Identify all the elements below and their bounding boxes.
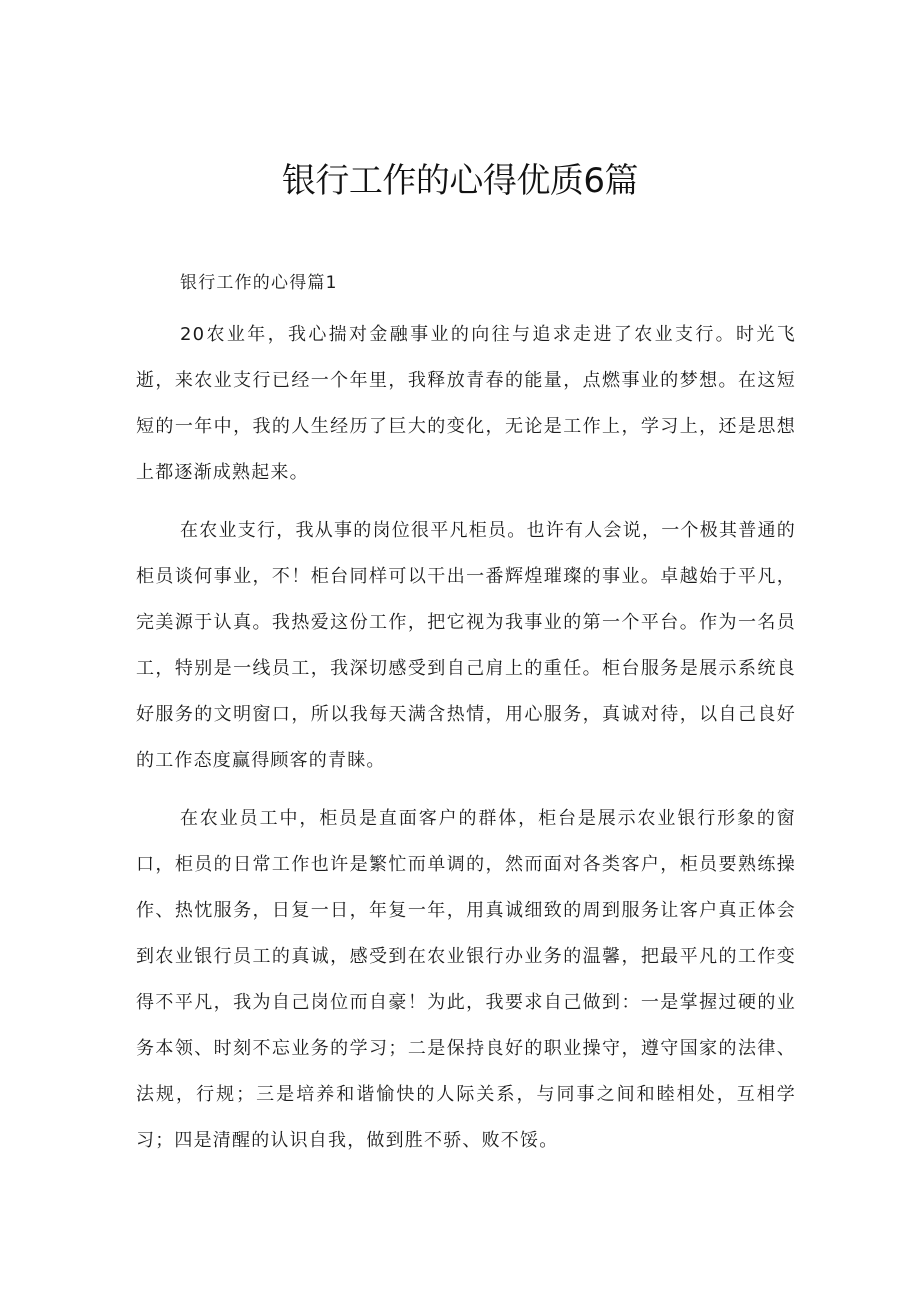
paragraph-2: 在农业支行，我从事的岗位很平凡柜员。也许有人会说，一个极其普通的柜员谈何事业，不！柜台同样可以干出一番辉煌璀璨的事业。卓越始于平凡，完美源于认真。我热爱这份工作，把它视为我事业的第一个平台。作为一名员工，特别是一线员工，我深切感受到自己肩上的重任。柜台服务是展示系统良好服务的文明窗口，所以我每天满含热情，用心服务，真诚对待，以自己良好的工作态度赢得顾客的青睐。	[136, 520, 796, 771]
section-heading: 银行工作的心得篇1	[180, 273, 338, 293]
paragraph-3: 在农业员工中，柜员是直面客户的群体，柜台是展示农业银行形象的窗口，柜员的日常工作也许是繁忙而单调的，然而面对各类客户，柜员要熟练操作、热忱服务，日复一日，年复一年，用真诚细致的周到服务让客户真正体会到农业银行员工的真诚，感受到在农业银行办业务的温馨，把最平凡的工作变得不平凡，我为自己岗位而自豪！为此，我要求自己做到：一是掌握过硬的业务本领、时刻不忘业务的学习；二是保持良好的职业操守，遵守国家的法律、法规，行规；三是培养和谐愉快的人际关系，与同事之间和睦相处，互相学习；四是清醒的认识自我，做到胜不骄、败不馁。	[136, 808, 796, 1151]
document-body	[136, 268, 796, 1164]
paragraph-1: 20农业年，我心揣对金融事业的向往与追求走进了农业支行。时光飞逝，来农业支行已经一个年里，我释放青春的能量，点燃事业的梦想。在这短短的一年中，我的人生经历了巨大的变化，无论是工作上，学习上，还是思想上都逐渐成熟起来。	[136, 324, 796, 483]
document-title: 银行工作的心得优质6篇	[281, 161, 639, 201]
